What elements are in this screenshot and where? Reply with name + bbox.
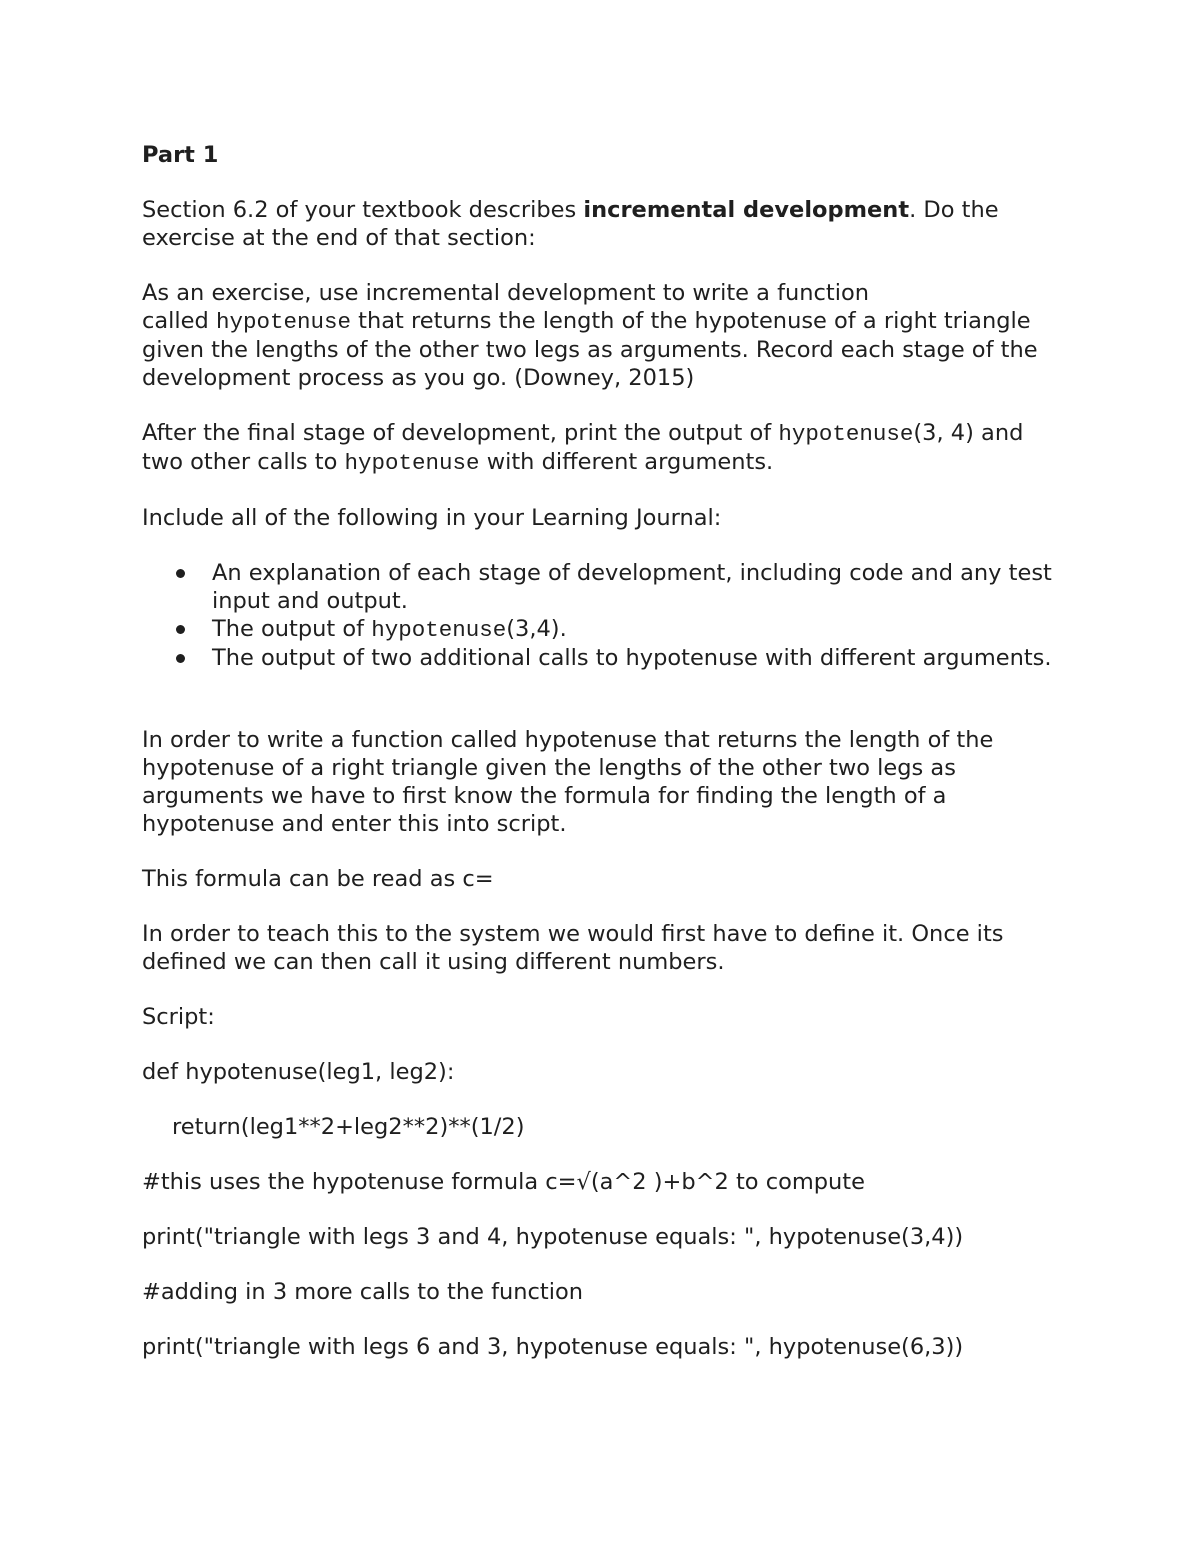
bullet-2-code: hypotenuse bbox=[371, 617, 507, 643]
part-heading: Part 1 bbox=[142, 142, 219, 168]
after-final-code-1: hypotenuse bbox=[778, 421, 914, 447]
quote-code-hypotenuse: hypotenuse bbox=[215, 309, 351, 335]
include-line: Include all of the following in your Learning Journal: bbox=[142, 505, 722, 531]
requirements-list bbox=[142, 559, 1062, 672]
after-final-args: (3, 4) bbox=[913, 420, 974, 446]
exercise-quote bbox=[142, 279, 1062, 392]
code-comment-1: #this uses the hypotenuse formula c=√(a^2 )+b^2 to compute bbox=[142, 1169, 865, 1195]
code-print-1: print("triangle with legs 3 and 4, hypotenuse equals: ", hypotenuse(3,4)) bbox=[142, 1224, 964, 1250]
answer-paragraph: In order to write a function called hypotenuse that returns the length of the hypotenuse of a right triangle given the lengths of the other two legs as arguments we have to first know the formula for finding the length of a hypotenuse and enter this into script. bbox=[142, 727, 994, 837]
code-return-line: return(leg1**2+leg2**2)**(1/2) bbox=[172, 1114, 525, 1140]
after-final-code-2: hypotenuse bbox=[344, 450, 480, 476]
bullet-1-text: An explanation of each stage of development, including code and any test input and output. bbox=[212, 560, 1052, 614]
quote-rest: that returns the length of the hypotenuse of a right triangle given the lengths of the other two legs as arguments. Record each stage of the development process as you go. (Downey, 2015) bbox=[142, 308, 1038, 391]
script-label: Script: bbox=[142, 1004, 215, 1030]
intro-paragraph bbox=[142, 196, 1062, 252]
list-item bbox=[212, 615, 1062, 644]
bullet-3-text: The output of two additional calls to hypotenuse with different arguments. bbox=[212, 645, 1052, 671]
after-final-mid: and two other calls to bbox=[142, 420, 1024, 475]
intro-text: Section 6.2 of your textbook describes bbox=[142, 197, 584, 223]
after-final-end: with different arguments. bbox=[479, 449, 774, 475]
quote-called: called bbox=[142, 308, 216, 334]
after-final-paragraph bbox=[142, 419, 1062, 477]
code-comment-2: #adding in 3 more calls to the function bbox=[142, 1279, 583, 1305]
quote-line-1: As an exercise, use incremental development to write a function bbox=[142, 280, 870, 306]
intro-bold-term: incremental development bbox=[583, 197, 910, 223]
code-print-2: print("triangle with legs 6 and 3, hypotenuse equals: ", hypotenuse(6,3)) bbox=[142, 1334, 964, 1360]
list-item bbox=[212, 559, 1062, 615]
list-item bbox=[212, 644, 1062, 672]
formula-line: This formula can be read as c= bbox=[142, 866, 494, 892]
code-def-line: def hypotenuse(leg1, leg2): bbox=[142, 1059, 455, 1085]
document-body bbox=[142, 141, 1062, 1388]
bullet-2-text: The output of bbox=[212, 616, 372, 642]
intro-text-end: . Do the exercise at the end of that section: bbox=[142, 197, 999, 251]
blank-line bbox=[142, 699, 1062, 726]
teach-paragraph: In order to teach this to the system we would first have to define it. Once its defined we can then call it using different numbers. bbox=[142, 921, 1004, 975]
after-final-text: After the final stage of development, print the output of bbox=[142, 420, 779, 446]
bullet-2-args: (3,4). bbox=[506, 616, 567, 642]
